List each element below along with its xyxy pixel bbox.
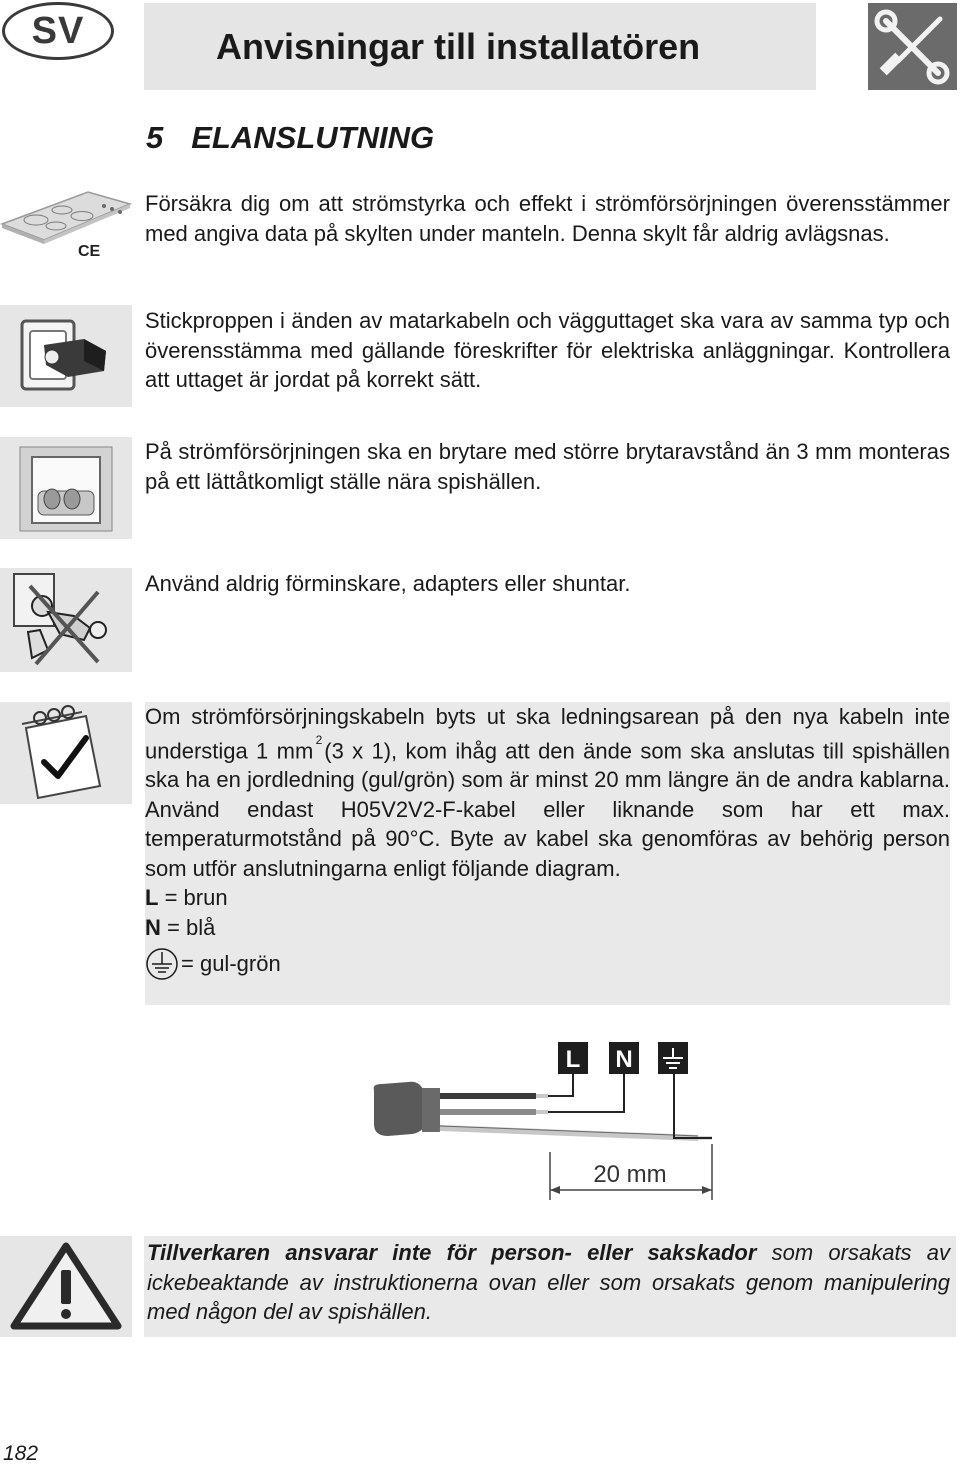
legend-n-key: N [145,915,161,941]
legend-l-value: = brun [158,885,228,911]
wall-plug-icon [0,305,132,407]
cable-text-part1: Om strömförsörjningskabeln byts ut ska ledningsarean på den nya kabeln inte understiga 1 mm [145,704,950,763]
header-bar [144,3,816,90]
paragraph-adapters: Använd aldrig förminskare, adapters eller shuntar. [145,571,631,596]
warning-triangle-icon [0,1236,132,1337]
hob-rating-plate-icon [0,186,132,266]
notepad-check-icon [0,702,132,804]
legend-n [145,913,950,943]
wiring-diagram [368,1040,718,1200]
no-adapters-icon [0,568,132,672]
cable-text-part2: (3 x 1), kom ihåg att den ände som ska anslutas till spishällen ska ha en jordledning (gul/grön) som är minst 20 mm längre än de andra kablarna. Använd endast H05V2V2-F-kabel eller liknande som har ett max. temperaturmotstånd på 90°C. Byte av kabel ska genomföras av behörig person som utför anslutningarna enligt följande diagram. [145,737,950,881]
squared-superscript: 2 [315,732,323,747]
earth-symbol-icon [145,947,179,981]
legend-l [145,883,950,913]
page-number: 182 [3,1442,39,1465]
legend-l-key: L [145,885,159,911]
svg-text:CE: CE [78,243,101,260]
page-title: Anvisningar till installatören [216,25,701,67]
legend-earth-value: = gul-grön [181,951,281,977]
legend-earth [145,949,950,979]
warning-bold-text: Tillverkaren ansvarar inte för person- eller sakskador [147,1240,757,1265]
language-badge: SV [2,2,114,60]
switch-icon [0,437,132,539]
warning-rest-text: som orsakats av ickebeaktande av instruktionerna ovan eller som orsakats genom manipulering med någon del av spishällen. [147,1240,951,1324]
paragraph-plug: Stickproppen i änden av matarkabeln och vägguttaget ska vara av samma typ och överensstämma med gällande föreskrifter för elektriska anläggningar. Kontrollera att uttaget är jordat på korrekt sätt. [145,308,950,392]
paragraph-cable-replacement [145,702,950,1005]
tools-icon [868,3,957,90]
diagram-dimension: 20 mm [593,1161,667,1188]
diagram-label-n: N [615,1046,633,1073]
diagram-label-l: L [565,1046,581,1073]
section-title: ELANSLUTNING [191,120,435,155]
paragraph-switch: På strömförsörjningen ska en brytare med större brytaravstånd än 3 mm monteras på ett lättåtkomligt ställe nära spishällen. [145,439,950,494]
section-heading [146,120,434,156]
paragraph-rating-plate: Försäkra dig om att strömstyrka och effekt i strömförsörjningen överensstämmer med angiva data på skylten under manteln. Denna skylt får aldrig avlägsnas. [145,191,950,246]
legend-n-value: = blå [160,915,216,941]
section-number: 5 [146,120,164,155]
warning-text [144,1236,956,1337]
